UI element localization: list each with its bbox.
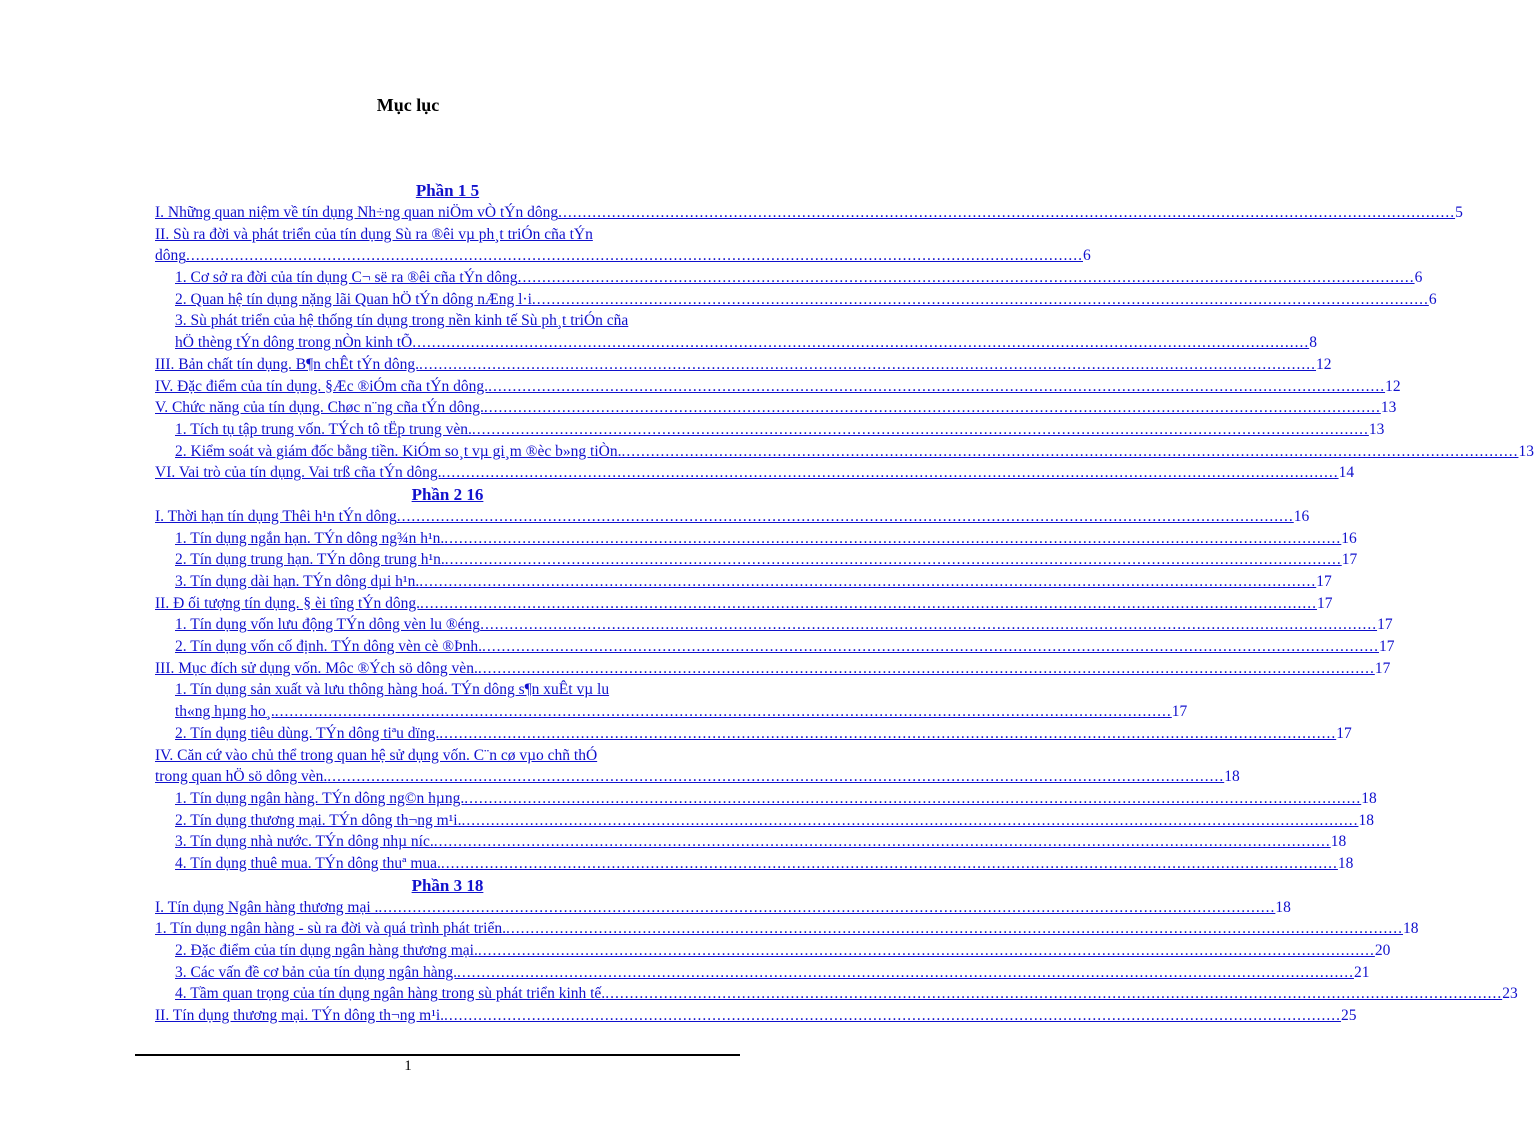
toc-entry-page: 20: [1374, 942, 1391, 959]
toc-title: Mục lục: [376, 95, 440, 115]
toc-entry-title: 2. Đặc điểm của tín dụng ngân hàng thương mại.: [175, 942, 478, 959]
toc-leader-dots: [441, 853, 1338, 875]
toc-leader-dots: [464, 788, 1361, 810]
toc-entry[interactable]: [155, 701, 1188, 723]
toc-entry[interactable]: [155, 441, 1534, 463]
toc-entry[interactable]: [155, 766, 1240, 788]
toc-entry-title: 2. Quan hệ tín dụng nặng lãi Quan hÖ tÝn dông nÆng l·i: [175, 290, 532, 308]
toc-entry-title: I. Tín dụng Ngân hàng thương mại .: [155, 898, 379, 916]
toc-entry-title: trong quan hÖ sö dông vèn.: [155, 768, 328, 786]
toc-entry-page: 25: [1341, 1007, 1357, 1025]
toc-entry-title: 3. Sù phát triển của hệ thống tín dụng trong nền kinh tế Sù ph¸t triÓn cña: [175, 312, 629, 330]
toc-entry[interactable]: [155, 897, 1291, 919]
toc-leader-dots: [532, 289, 1429, 311]
toc-entry[interactable]: [155, 462, 1355, 484]
toc-entry[interactable]: [155, 354, 1332, 376]
toc-entry-page: 16: [1293, 507, 1310, 525]
toc-entry[interactable]: [155, 397, 1397, 419]
toc-entry[interactable]: [155, 267, 1423, 289]
toc-entry-page: 18: [1275, 898, 1291, 916]
toc-leader-dots: [472, 419, 1369, 441]
toc-entry[interactable]: [155, 506, 1310, 528]
toc-leader-dots: [444, 1005, 1341, 1027]
toc-entry-page: 6: [1414, 269, 1423, 287]
toc-entry-page: 23: [1502, 985, 1518, 1003]
toc-entry[interactable]: [155, 918, 1419, 940]
toc-leader-dots: [327, 766, 1224, 788]
toc-entry-title: III. Bản chất tín dụng. B¶n chÊt tÝn dông.: [155, 355, 420, 373]
toc-entry-page: 17: [1341, 551, 1358, 569]
toc-entry-title: 3. Tín dụng nhà nước. TÝn dông nhµ níc.: [175, 833, 434, 851]
toc-entry[interactable]: [155, 571, 1332, 593]
toc-entry[interactable]: [155, 831, 1347, 853]
toc-leader-dots: [461, 810, 1358, 832]
toc-entry-title: IV. Đặc điểm của tín dụng. §Æc ®iÓm cña tÝn dông.: [155, 377, 489, 395]
toc-entry-page: 17: [1316, 573, 1332, 590]
toc-entry[interactable]: [155, 962, 1370, 984]
toc-entry[interactable]: [155, 940, 1391, 962]
toc-leader-dots: [482, 636, 1379, 658]
toc-entry[interactable]: [155, 419, 1385, 441]
toc-entry-title: 2. Kiểm soát và giám đốc bằng tiền. KiÓm so¸t vµ gi¸m ®èc b»ng tiÒn.: [175, 442, 622, 460]
toc-entry-page: 17: [1374, 659, 1391, 677]
toc-entry[interactable]: [155, 593, 1333, 615]
part-3-entries: [155, 897, 1518, 1027]
toc-entry-page: 6: [1083, 247, 1091, 265]
toc-entry-page: 17: [1336, 724, 1352, 742]
toc-entry-page: 13: [1380, 399, 1397, 417]
toc-leader-dots: [378, 897, 1275, 919]
toc-entry-title: 2. Tín dụng tiêu dùng. TÝn dông tiªu dïng.: [175, 724, 440, 742]
toc-entry-title: 1. Tín dụng sản xuất và lưu thông hàng hoá. TÝn dông s¶n xuÊt vµ lu: [175, 681, 610, 699]
toc-leader-dots: [419, 571, 1316, 593]
toc-entry[interactable]: [155, 853, 1354, 875]
toc-leader-dots: [434, 831, 1331, 853]
toc-entry-title: II. Tín dụng thương mại. TÝn dông th¬ng m¹i.: [155, 1007, 445, 1025]
toc-leader-dots: [186, 245, 1083, 267]
toc-entry-title: VI. Vai trò của tín dụng. Vai trß cña tÝn dông.: [155, 464, 442, 482]
toc-entry[interactable]: [155, 723, 1352, 745]
part-2-heading[interactable]: Phần 2 16: [411, 484, 484, 504]
toc-entry-title: 1. Tín dụng ngân hàng. TÝn dông ng©n hµng.: [175, 789, 465, 807]
toc-entry-title: I. Thời hạn tín dụng Thêi h¹n tÝn dông: [155, 507, 397, 525]
toc-leader-dots: [397, 506, 1294, 528]
toc-entry-page: 18: [1361, 789, 1377, 807]
toc-entry-page: 5: [1455, 204, 1463, 221]
toc-entry-page: 18: [1330, 833, 1347, 851]
toc-entry[interactable]: [155, 310, 740, 332]
page-number: 1: [404, 1058, 412, 1074]
toc-entry-title: II. Đ ối tượng tín dụng. § èi tîng tÝn dông.: [155, 594, 421, 612]
toc-entry-title: 4. Tầm quan trọng của tín dụng ngân hàng trong sù phát triển kinh tế.: [175, 985, 606, 1003]
toc-entry-page: 18: [1337, 854, 1354, 872]
toc-leader-dots: [558, 202, 1455, 224]
toc-entry-page: 17: [1317, 594, 1333, 612]
toc-leader-dots: [506, 918, 1403, 940]
toc-leader-dots: [480, 614, 1377, 636]
toc-leader-dots: [419, 354, 1316, 376]
toc-entry[interactable]: [155, 245, 1091, 267]
toc-leader-dots: [605, 983, 1502, 1005]
toc-entry-title: I. Những quan niệm về tín dụng Nh÷ng quan niÖm vÒ tÝn dông: [155, 204, 559, 221]
toc-entry-title: dông: [155, 247, 186, 265]
toc-entry-title: hÖ thèng tÝn dông trong nÒn kinh tÕ: [175, 334, 413, 352]
toc-entry-title: 1. Tín dụng ngân hàng - sù ra đời và quá trình phát triển.: [155, 920, 506, 938]
toc-leader-dots: [445, 549, 1342, 571]
part-3-heading[interactable]: Phần 3 18: [411, 875, 484, 895]
toc-entry[interactable]: [155, 224, 740, 246]
toc-entry-page: 13: [1518, 442, 1534, 460]
toc-entry[interactable]: [155, 679, 740, 701]
part-2-entries: [155, 506, 1395, 875]
toc-entry-title: V. Chức năng của tín dụng. Chøc n¨ng cña tÝn dông.: [155, 399, 484, 417]
toc-entry-page: 18: [1403, 920, 1419, 938]
toc-entry-page: 12: [1385, 377, 1401, 395]
toc-entry-page: 13: [1368, 420, 1385, 438]
toc-entry[interactable]: [155, 658, 1391, 680]
toc-leader-dots: [478, 940, 1375, 962]
toc-entry-title: II. Sù ra đời và phát triển của tín dụng Sù ra ®êi vµ ph¸t triÓn cña tÝn: [155, 225, 593, 243]
toc-entry[interactable]: [155, 549, 1358, 571]
part-1-entries: [155, 202, 1534, 484]
toc-entry-page: 18: [1358, 811, 1374, 829]
toc-entry[interactable]: [155, 289, 1437, 311]
toc-entry[interactable]: [155, 636, 1395, 658]
table-of-contents: [155, 180, 1534, 1027]
toc-leader-dots: [275, 701, 1172, 723]
toc-entry-page: 14: [1338, 464, 1355, 482]
toc-entry-title: 2. Tín dụng thương mại. TÝn dông th¬ng m¹i.: [175, 811, 462, 829]
toc-entry[interactable]: [155, 528, 1357, 550]
toc-entry-title: IV. Căn cứ vào chủ thể trong quan hệ sử dụng vốn. C¨n cø vµo chñ thÓ: [155, 746, 598, 764]
toc-leader-dots: [518, 267, 1415, 289]
toc-entry-page: 17: [1378, 638, 1395, 656]
toc-leader-dots: [420, 593, 1317, 615]
toc-entry-page: 8: [1309, 334, 1317, 352]
toc-leader-dots: [444, 528, 1341, 550]
toc-leader-dots: [412, 332, 1309, 354]
toc-entry[interactable]: [155, 202, 1463, 224]
toc-entry-title: 2. Tín dụng vốn cố định. TÝn dông vèn cè ®Þnh.: [175, 638, 482, 656]
toc-entry[interactable]: [155, 332, 1317, 354]
toc-leader-dots: [478, 658, 1375, 680]
toc-entry-title: 1. Tín dụng ngắn hạn. TÝn dông ng¾n h¹n.: [175, 529, 445, 547]
toc-leader-dots: [488, 376, 1385, 398]
footer-divider: [135, 1054, 740, 1056]
toc-leader-dots: [457, 962, 1354, 984]
toc-entry-title: th«ng hµng ho¸.: [175, 703, 275, 721]
toc-entry-page: 17: [1171, 703, 1188, 721]
toc-entry-title: 2. Tín dụng trung hạn. TÝn dông trung h¹n.: [175, 551, 445, 569]
toc-leader-dots: [484, 397, 1381, 419]
toc-entry-page: 18: [1224, 768, 1240, 786]
part-1-heading[interactable]: Phần 1 5: [415, 181, 480, 200]
toc-leader-dots: [439, 723, 1336, 745]
toc-entry[interactable]: [155, 614, 1393, 636]
toc-entry-page: 6: [1428, 290, 1437, 308]
toc-entry-title: 4. Tín dụng thuê mua. TÝn dông thuª mua.: [175, 854, 441, 872]
toc-entry[interactable]: [155, 1005, 1357, 1027]
toc-entry-title: 3. Các vấn đề cơ bản của tín dụng ngân hàng.: [175, 963, 457, 981]
toc-entry[interactable]: [155, 983, 1518, 1005]
toc-entry[interactable]: [155, 745, 740, 767]
toc-leader-dots: [621, 441, 1518, 463]
toc-entry[interactable]: [155, 810, 1374, 832]
toc-entry-title: 1. Tích tụ tập trung vốn. TÝch tô tËp trung vèn.: [175, 420, 472, 438]
toc-entry-page: 16: [1341, 529, 1357, 547]
toc-entry-title: 1. Cơ sở ra đời của tín dụng C¬ së ra ®êi cña tÝn dông: [175, 269, 518, 287]
toc-entry-title: 3. Tín dụng dài hạn. TÝn dông dµi h¹n.: [175, 573, 420, 590]
toc-entry-page: 12: [1316, 355, 1332, 373]
toc-entry[interactable]: [155, 788, 1377, 810]
toc-entry-title: 1. Tín dụng vốn lưu động TÝn dông vèn lu ®éng: [175, 616, 481, 634]
toc-entry-page: 21: [1353, 963, 1370, 981]
toc-entry[interactable]: [155, 376, 1401, 398]
toc-entry-title: III. Mục đích sử dụng vốn. Môc ®Ých sö dông vèn.: [155, 659, 478, 677]
toc-leader-dots: [442, 462, 1339, 484]
toc-entry-page: 17: [1377, 616, 1393, 634]
